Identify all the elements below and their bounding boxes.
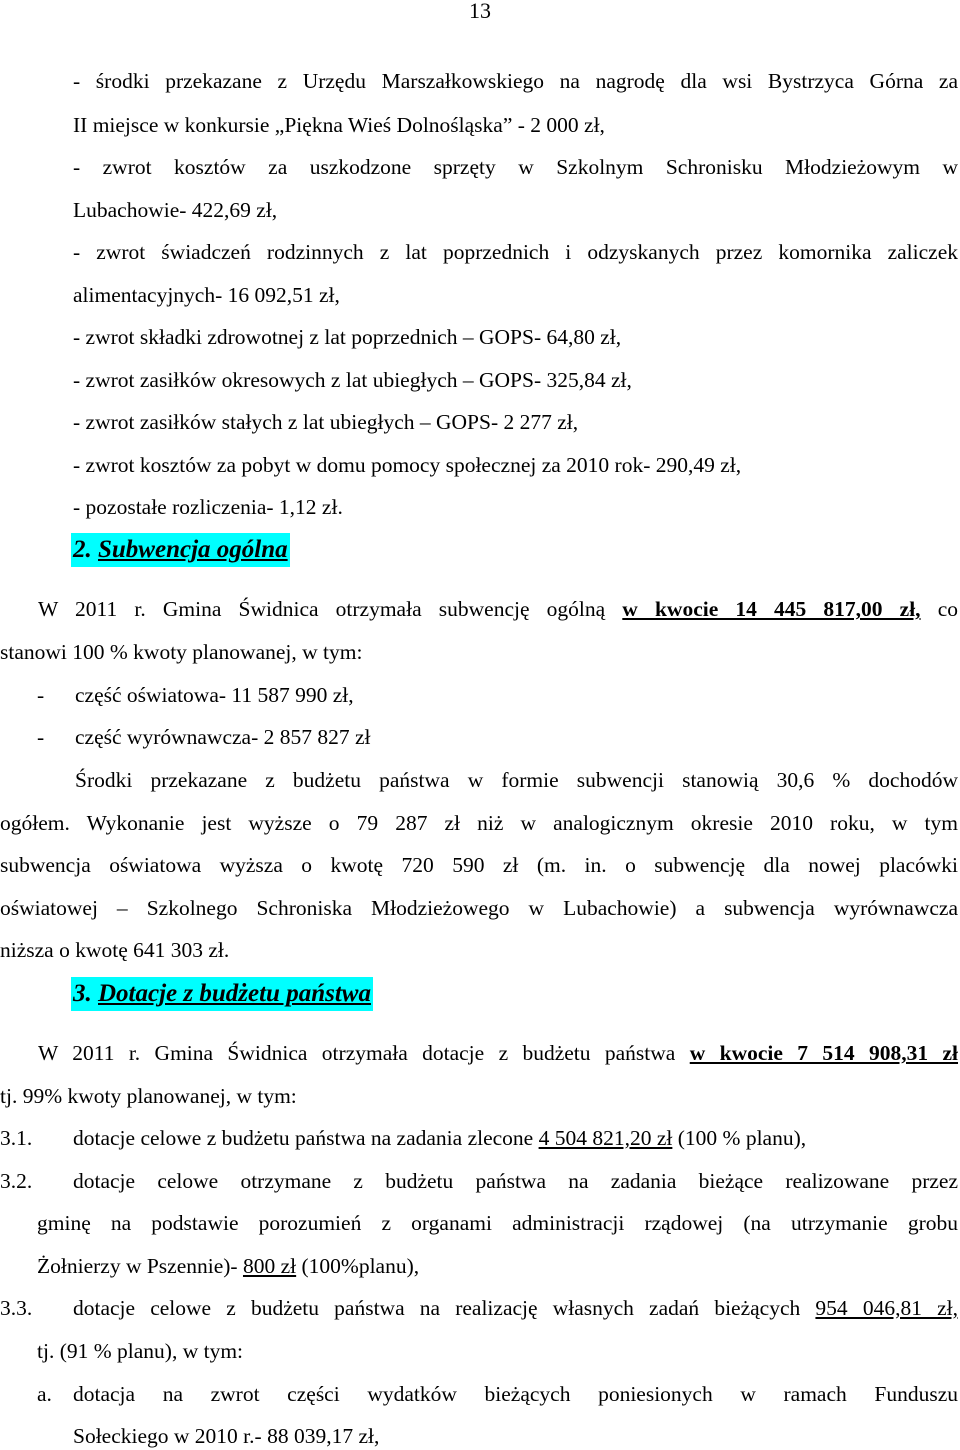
page-number: 13 bbox=[469, 0, 491, 23]
list-item: - zwrot świadczeń rodzinnych z lat poprzednich i odzyskanych przez komornika zaliczek bbox=[73, 240, 958, 264]
dotacje-intro: W 2011 r. Gmina Świdnica otrzymała dotacje z budżetu państwa w kwocie 7 514 908,31 zł bbox=[38, 1041, 959, 1065]
list-item-cont: tj. (91 % planu), w tym: bbox=[37, 1339, 244, 1363]
list-item: dotacje celowe otrzymane z budżetu państwa na zadania bieżące realizowane przez bbox=[73, 1169, 958, 1193]
list-item: - zwrot zasiłków okresowych z lat ubiegłych – GOPS- 325,84 zł, bbox=[73, 368, 632, 392]
item-number: 3.3. bbox=[0, 1296, 33, 1320]
subwencja-intro-cont: stanowi 100 % kwoty planowanej, w tym: bbox=[0, 640, 363, 664]
list-item: II miejsce w konkursie „Piękna Wieś Dolnośląska” - 2 000 zł, bbox=[73, 113, 605, 137]
paragraph-line: niższa o kwotę 641 303 zł. bbox=[0, 938, 230, 962]
item-number: 3.1. bbox=[0, 1126, 33, 1150]
list-item: część oświatowa- 11 587 990 zł, bbox=[75, 683, 354, 707]
list-item: - zwrot kosztów za pobyt w domu pomocy społecznej za 2010 rok- 290,49 zł, bbox=[73, 453, 742, 477]
list-dash: - bbox=[37, 725, 45, 749]
list-item: alimentacyjnych- 16 092,51 zł, bbox=[73, 283, 340, 307]
section-heading-dotacje: 3. Dotacje z budżetu państwa bbox=[71, 977, 373, 1011]
sub-item-cont: Sołeckiego w 2010 r.- 88 039,17 zł, bbox=[73, 1424, 380, 1448]
list-item: Lubachowie- 422,69 zł, bbox=[73, 198, 278, 222]
list-item: - pozostałe rozliczenia- 1,12 zł. bbox=[73, 495, 343, 519]
list-item: - zwrot kosztów za uszkodzone sprzęty w Szkolnym Schronisku Młodzieżowym w bbox=[73, 155, 958, 179]
dotacje-intro-cont: tj. 99% kwoty planowanej, w tym: bbox=[0, 1084, 297, 1108]
section-heading-subwencja: 2. Subwencja ogólna bbox=[71, 533, 290, 567]
paragraph-line: oświatowej – Szkolnego Schroniska Młodzieżowego w Lubachowie) a subwencja wyrównawcza bbox=[0, 896, 958, 920]
subwencja-intro: W 2011 r. Gmina Świdnica otrzymała subwencję ogólną w kwocie 14 445 817,00 zł, co bbox=[38, 597, 958, 621]
paragraph-line: ogółem. Wykonanie jest wyższe o 79 287 zł niż w analogicznym okresie 2010 roku, w tym bbox=[0, 811, 958, 835]
list-item-cont: gminę na podstawie porozumień z organami administracji rządowej (na utrzymanie grobu bbox=[37, 1211, 958, 1235]
list-dash: - bbox=[37, 683, 45, 707]
paragraph-line: Środki przekazane z budżetu państwa w formie subwencji stanowią 30,6 % dochodów bbox=[75, 768, 958, 792]
sub-item-label: a. bbox=[37, 1382, 52, 1406]
list-item: część wyrównawcza- 2 857 827 zł bbox=[75, 725, 371, 749]
list-item: dotacje celowe z budżetu państwa na zadania zlecone 4 504 821,20 zł (100 % planu), bbox=[73, 1126, 807, 1150]
paragraph-line: subwencja oświatowa wyższa o kwotę 720 590 zł (m. in. o subwencję dla nowej placówki bbox=[0, 853, 958, 877]
list-item: - środki przekazane z Urzędu Marszałkowskiego na nagrodę dla wsi Bystrzyca Górna za bbox=[73, 69, 958, 93]
list-item: - zwrot zasiłków stałych z lat ubiegłych – GOPS- 2 277 zł, bbox=[73, 410, 579, 434]
list-item: dotacje celowe z budżetu państwa na realizację własnych zadań bieżących 954 046,81 zł, bbox=[73, 1296, 958, 1320]
sub-item: dotacja na zwrot części wydatków bieżących poniesionych w ramach Funduszu bbox=[73, 1382, 958, 1406]
list-item-cont: Żołnierzy w Pszennie)- 800 zł (100%planu), bbox=[37, 1254, 420, 1278]
item-number: 3.2. bbox=[0, 1169, 33, 1193]
list-item: - zwrot składki zdrowotnej z lat poprzednich – GOPS- 64,80 zł, bbox=[73, 325, 622, 349]
